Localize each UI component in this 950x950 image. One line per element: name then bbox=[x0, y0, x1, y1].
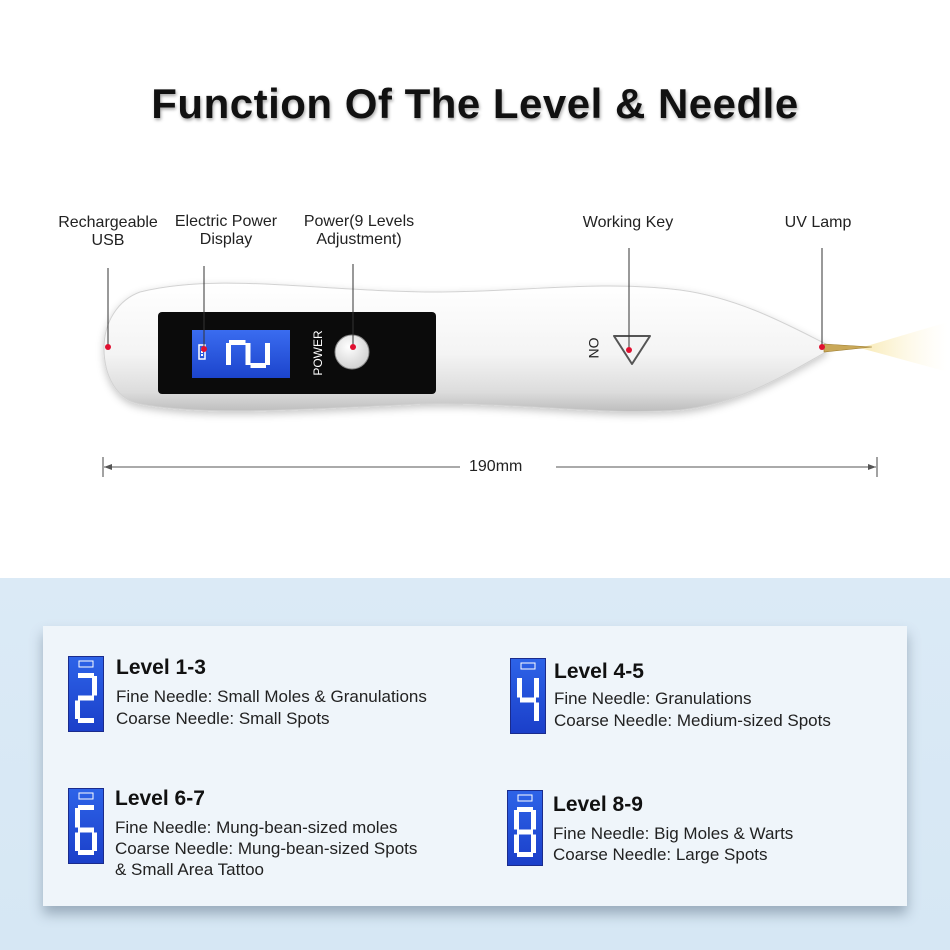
level-8-9-coarse-needle: Coarse Needle: Large Spots bbox=[553, 845, 768, 864]
segment-f bbox=[514, 810, 519, 830]
segment-d bbox=[78, 850, 94, 855]
battery-indicator-icon bbox=[521, 663, 535, 669]
usb-marker-dot bbox=[105, 344, 111, 350]
level-6-7-title: Level 6-7 bbox=[115, 787, 205, 810]
power-levels-callout-line-2: Adjustment) bbox=[316, 231, 402, 248]
power-display-callout-line-2: Display bbox=[199, 231, 253, 248]
level-8-9-digit-icon bbox=[507, 790, 543, 866]
segment-b bbox=[534, 678, 539, 698]
level-1-3-fine-needle: Fine Needle: Small Moles & Granulations bbox=[116, 687, 427, 706]
level-6-7-tattoo-note: & Small Area Tattoo bbox=[115, 860, 264, 879]
working-key-callout-label: Working Key bbox=[582, 214, 674, 231]
usb-callout-line-2: USB bbox=[91, 232, 125, 249]
segment-d bbox=[517, 852, 533, 857]
segment-g bbox=[517, 830, 533, 835]
on-text: ON bbox=[586, 337, 602, 359]
battery-indicator-icon bbox=[79, 661, 93, 667]
power-levels-marker-dot bbox=[350, 344, 356, 350]
level-4-5-digit-icon bbox=[510, 658, 546, 734]
lcd-segment-b bbox=[229, 340, 246, 345]
lcd-segment-d bbox=[265, 343, 270, 365]
segment-e bbox=[75, 833, 80, 852]
level-6-7-fine-needle: Fine Needle: Mung-bean-sized moles bbox=[115, 818, 398, 837]
segment-g bbox=[520, 698, 536, 703]
level-8-9-title: Level 8-9 bbox=[553, 793, 643, 816]
uv-lamp-marker-dot bbox=[819, 344, 825, 350]
uv-lamp-callout-label: UV Lamp bbox=[784, 214, 852, 231]
level-6-7-coarse-needle: Coarse Needle: Mung-bean-sized Spots bbox=[115, 839, 418, 858]
level-1-3-digit-icon bbox=[68, 656, 104, 732]
battery-indicator-icon bbox=[518, 795, 532, 801]
power-display-callout-line-1: Electric Power bbox=[174, 213, 278, 230]
segment-a bbox=[78, 673, 94, 678]
segment-g bbox=[78, 828, 94, 833]
power-display-marker-dot bbox=[201, 346, 207, 352]
levels-section bbox=[0, 578, 950, 950]
needle-tip bbox=[824, 344, 872, 352]
segment-f bbox=[75, 808, 80, 828]
segment-b bbox=[92, 676, 97, 696]
segment-f bbox=[517, 678, 522, 698]
usb-callout-line-1: Rechargeable bbox=[58, 214, 158, 231]
power-levels-callout-line-1: Power(9 Levels bbox=[303, 213, 415, 230]
segment-c bbox=[531, 835, 536, 854]
segment-e bbox=[514, 835, 519, 854]
segment-g bbox=[78, 696, 94, 701]
level-1-3-title: Level 1-3 bbox=[116, 656, 206, 679]
level-4-5-fine-needle: Fine Needle: Granulations bbox=[554, 689, 752, 708]
segment-e bbox=[75, 701, 80, 720]
level-1-3-coarse-needle: Coarse Needle: Small Spots bbox=[116, 709, 330, 728]
level-4-5-title: Level 4-5 bbox=[554, 660, 644, 683]
level-8-9-fine-needle: Fine Needle: Big Moles & Warts bbox=[553, 824, 794, 843]
page-title: Function Of The Level & Needle bbox=[151, 80, 799, 127]
dimension-label: 190mm bbox=[465, 458, 526, 476]
segment-d bbox=[78, 718, 94, 723]
segment-c bbox=[534, 703, 539, 722]
uv-light-glow bbox=[860, 322, 948, 372]
levels-card bbox=[43, 626, 907, 906]
segment-c bbox=[92, 833, 97, 852]
power-button[interactable] bbox=[335, 335, 369, 369]
segment-b bbox=[531, 810, 536, 830]
power-text: POWER bbox=[311, 330, 325, 376]
working-key-marker-dot bbox=[626, 347, 632, 353]
battery-indicator-icon bbox=[79, 793, 93, 799]
lcd-segment-e bbox=[251, 363, 267, 368]
segment-a bbox=[517, 807, 533, 812]
lcd-screen bbox=[192, 330, 290, 378]
level-6-7-digit-icon bbox=[68, 788, 104, 864]
lcd-segment-a bbox=[226, 343, 231, 365]
segment-a bbox=[78, 805, 94, 810]
level-4-5-coarse-needle: Coarse Needle: Medium-sized Spots bbox=[554, 711, 831, 730]
lcd-segment-g bbox=[246, 343, 251, 365]
